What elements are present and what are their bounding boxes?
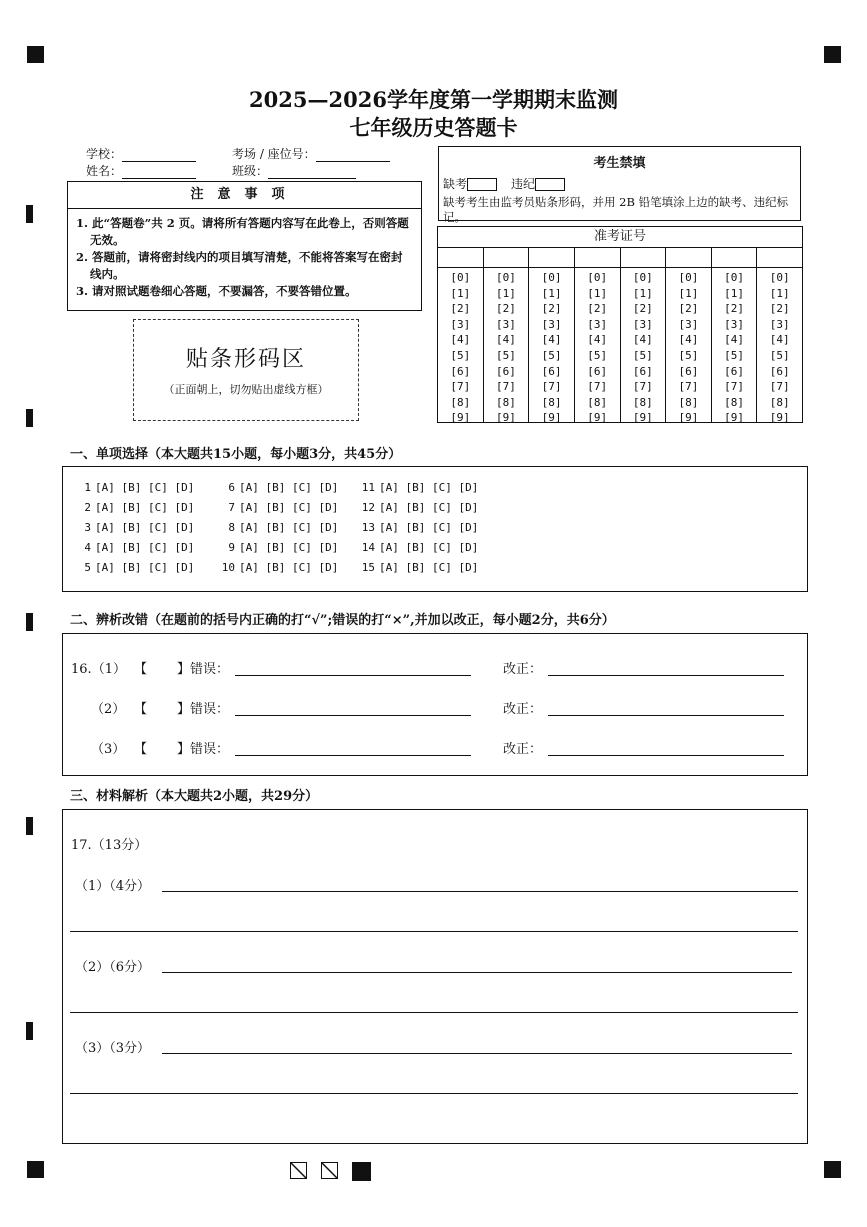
choice-options[interactable]: [A] [B] [C] [D] — [239, 521, 339, 534]
choice-question[interactable] — [361, 521, 478, 534]
exam-id-digit-bubble[interactable]: [4] — [450, 333, 471, 347]
q16-sub-label: （2） — [91, 702, 126, 717]
exam-id-digit-bubble[interactable]: [0] — [724, 271, 744, 284]
exam-id-digit-bubble[interactable]: [0] — [541, 271, 562, 284]
q16-row-2 — [91, 698, 125, 717]
exam-id-digit-bubble[interactable]: [5] — [632, 348, 653, 362]
timing-mark — [26, 409, 33, 427]
exam-id-digit-bubble[interactable]: [2] — [587, 302, 608, 316]
exam-id-digit-bubble[interactable]: [9] — [769, 411, 790, 425]
fix-answer-line[interactable] — [548, 675, 784, 676]
choice-question-number: 14 — [361, 541, 375, 554]
name-field[interactable] — [86, 162, 196, 179]
corner-mark-top-right — [824, 46, 841, 63]
bracket-open: 【 — [134, 702, 148, 717]
exam-id-digit-bubble[interactable]: [8] — [769, 395, 790, 409]
choice-question-number: 1 — [84, 481, 91, 494]
exam-id-digit-bubble[interactable]: [6] — [724, 364, 744, 378]
exam-id-digit-bubble[interactable]: [2] — [450, 302, 471, 316]
fix-label: 改正： — [503, 742, 543, 757]
error-label: 错误： — [190, 742, 230, 757]
exam-id-write-cell[interactable] — [529, 248, 574, 268]
violation-label: 违纪 — [511, 177, 536, 191]
timing-mark — [26, 817, 33, 835]
choice-options[interactable]: [A] [B] [C] [D] — [239, 481, 339, 494]
exam-id-digit-bubble[interactable]: [0] — [450, 271, 471, 284]
barcode-hint: （正面朝上，切勿贴出虚线方框） — [163, 383, 329, 396]
exam-id-column — [666, 248, 712, 423]
exam-id-digit-bubble[interactable]: [4] — [541, 333, 562, 347]
q17-answer-line[interactable] — [70, 931, 798, 932]
q16-row-1 — [71, 658, 126, 677]
exam-id-digit-bubble[interactable]: [9] — [632, 411, 653, 425]
q17-answer-line[interactable] — [162, 891, 798, 892]
q17-answer-line[interactable] — [162, 972, 792, 973]
exam-id-digit-bubble[interactable]: [7] — [724, 380, 744, 394]
exam-id-digit-bubble[interactable]: [5] — [769, 348, 790, 362]
page-subtitle: 七年级历史答题卡 — [349, 115, 518, 140]
corner-mark-bottom-right — [824, 1161, 841, 1178]
exam-id-digit-bubble[interactable]: [6] — [632, 364, 653, 378]
q16-row-3 — [91, 738, 125, 757]
exam-id-digit-bubble[interactable]: [2] — [769, 302, 790, 316]
q17-answer-line[interactable] — [70, 1093, 798, 1094]
exam-id-digit-bubble[interactable]: [0] — [678, 271, 699, 284]
examiner-marks — [443, 175, 800, 192]
exam-id-digit-bubble[interactable]: [6] — [496, 364, 516, 378]
exam-id-digit-bubble[interactable]: [0] — [587, 271, 608, 284]
choice-question-number: 6 — [228, 481, 235, 494]
exam-id-digit-bubble[interactable]: [1] — [496, 286, 516, 300]
exam-id-digit-bubble[interactable]: [3] — [587, 317, 608, 331]
exam-id-write-cell[interactable] — [712, 248, 757, 268]
exam-id-digit-bubble[interactable]: [7] — [632, 380, 653, 394]
choice-question[interactable] — [361, 481, 478, 494]
exam-id-digit-bubble[interactable]: [0] — [769, 271, 790, 284]
choice-options[interactable]: [A] [B] [C] [D] — [95, 501, 195, 514]
bracket-close: 】 — [177, 662, 191, 677]
choice-question[interactable] — [221, 561, 338, 574]
exam-id-digit-bubble[interactable]: [4] — [769, 333, 790, 347]
exam-id-digit-bubble[interactable]: [7] — [496, 380, 516, 394]
exam-id-digit-bubble[interactable]: [4] — [724, 333, 744, 347]
exam-id-digit-bubble[interactable]: [8] — [496, 395, 516, 409]
choice-question-number: 2 — [84, 501, 91, 514]
choice-question[interactable] — [361, 501, 478, 514]
choice-options[interactable]: [A] [B] [C] [D] — [239, 501, 339, 514]
exam-id-digit-bubble[interactable]: [3] — [724, 317, 744, 331]
exam-id-digit-list — [575, 268, 620, 426]
q16-bracket-3[interactable] — [134, 738, 229, 757]
q17-answer-line[interactable] — [162, 1053, 792, 1054]
choice-options[interactable]: [A] [B] [C] [D] — [379, 501, 479, 514]
exam-id-digit-bubble[interactable]: [7] — [541, 380, 562, 394]
choice-question[interactable] — [221, 501, 338, 514]
exam-id-digit-bubble[interactable]: [4] — [496, 333, 516, 347]
section1-title: 一、单项选择（本大题共15小题，每小题3分，共45分） — [70, 447, 402, 462]
school-input-line[interactable] — [122, 149, 196, 162]
exam-id-digit-bubble[interactable]: [1] — [632, 286, 653, 300]
school-label: 学校： — [86, 147, 123, 161]
absent-label: 缺考 — [443, 177, 468, 191]
section3-box — [62, 809, 808, 1144]
choice-question-number: 9 — [228, 541, 235, 554]
q17-sub-label: （3）（3分） — [75, 1041, 151, 1056]
bracket-open: 【 — [134, 662, 148, 677]
exam-id-box — [437, 226, 803, 423]
bracket-close: 】 — [177, 702, 191, 717]
notice-title: 注意事项 — [68, 182, 421, 209]
exam-id-column — [757, 248, 802, 423]
exam-id-digit-bubble[interactable]: [1] — [769, 286, 790, 300]
exam-id-digit-bubble[interactable]: [5] — [541, 348, 562, 362]
error-answer-line[interactable] — [235, 755, 471, 756]
choice-question[interactable] — [77, 501, 194, 514]
error-answer-line[interactable] — [235, 675, 471, 676]
exam-id-write-cell[interactable] — [757, 248, 802, 268]
exam-id-digit-list — [529, 268, 574, 426]
choice-question-number: 10 — [221, 561, 235, 574]
exam-id-digit-list — [712, 268, 757, 426]
exam-id-digit-bubble[interactable]: [3] — [769, 317, 790, 331]
exam-id-digit-bubble[interactable]: [8] — [632, 395, 653, 409]
name-input-line[interactable] — [122, 166, 196, 179]
page-marker-crossed-icon — [321, 1162, 338, 1179]
timing-mark — [26, 1022, 33, 1040]
q17-sub-label: （1）（4分） — [75, 879, 151, 894]
exam-id-digit-bubble[interactable]: [3] — [632, 317, 653, 331]
exam-id-digit-bubble[interactable]: [2] — [496, 302, 516, 316]
exam-id-digit-bubble[interactable]: [8] — [678, 395, 699, 409]
exam-id-digit-bubble[interactable]: [5] — [724, 348, 744, 362]
section2-title: 二、辨析改错（在题前的括号内正确的打“√”;错误的打“×”,并加以改正，每小题2分，共6分） — [70, 613, 615, 628]
class-input-line[interactable] — [268, 166, 356, 179]
barcode-title: 贴条形码区 — [185, 347, 306, 372]
school-field[interactable] — [86, 145, 196, 162]
section3-title: 三、材料解析（本大题共2小题，共29分） — [70, 789, 319, 804]
error-label: 错误： — [190, 662, 230, 677]
choice-options[interactable]: [A] [B] [C] [D] — [95, 521, 195, 534]
fix-answer-line[interactable] — [548, 755, 784, 756]
exam-id-column — [575, 248, 621, 423]
choice-options[interactable]: [A] [B] [C] [D] — [95, 481, 195, 494]
exam-id-digit-bubble[interactable]: [5] — [678, 348, 699, 362]
choice-question-number: 8 — [228, 521, 235, 534]
choice-options[interactable]: [A] [B] [C] [D] — [239, 561, 339, 574]
room-seat-input-line[interactable] — [316, 149, 390, 162]
name-label: 姓名： — [86, 164, 123, 178]
exam-id-digit-bubble[interactable]: [3] — [541, 317, 562, 331]
section1-box — [62, 466, 808, 592]
choice-question-number: 5 — [84, 561, 91, 574]
exam-id-digit-list — [757, 268, 802, 426]
choice-options[interactable]: [A] [B] [C] [D] — [379, 481, 479, 494]
timing-mark — [26, 613, 33, 631]
examiner-box — [438, 146, 801, 224]
exam-id-digit-bubble[interactable]: [4] — [678, 333, 699, 347]
barcode-area[interactable] — [133, 319, 359, 421]
notice-box — [67, 181, 422, 311]
choice-options[interactable]: [A] [B] [C] [D] — [239, 541, 339, 554]
notice-item: 2. 答题前，请将密封线内的项目填写清楚，不能将答案写在密封线内。 — [76, 250, 403, 281]
exam-id-digit-bubble[interactable]: [8] — [541, 395, 562, 409]
exam-id-digit-bubble[interactable]: [6] — [769, 364, 790, 378]
error-label: 错误： — [190, 702, 230, 717]
exam-id-digit-bubble[interactable]: [9] — [541, 411, 562, 425]
choice-options[interactable]: [A] [B] [C] [D] — [95, 561, 195, 574]
exam-id-digit-bubble[interactable]: [9] — [587, 411, 608, 425]
choice-question[interactable] — [221, 541, 338, 554]
exam-id-digit-bubble[interactable]: [5] — [450, 348, 471, 362]
choice-question-number: 15 — [361, 561, 375, 574]
choice-question-number: 12 — [361, 501, 375, 514]
examiner-title: 考生禁填 — [593, 156, 646, 171]
fix-label: 改正： — [503, 702, 543, 717]
exam-id-digit-bubble[interactable]: [5] — [496, 348, 516, 362]
fix-label: 改正： — [503, 662, 543, 677]
exam-id-digit-bubble[interactable]: [5] — [587, 348, 608, 362]
q16-bracket-1[interactable] — [134, 658, 229, 677]
exam-id-digit-bubble[interactable]: [7] — [450, 380, 471, 394]
exam-id-column — [621, 248, 667, 423]
choice-question-number: 11 — [361, 481, 375, 494]
exam-id-digit-bubble[interactable]: [1] — [450, 286, 471, 300]
exam-id-digit-bubble[interactable]: [8] — [450, 395, 471, 409]
corner-mark-top-left — [27, 46, 44, 63]
bracket-open: 【 — [134, 742, 148, 757]
exam-id-digit-bubble[interactable]: [1] — [724, 286, 744, 300]
error-answer-line[interactable] — [235, 715, 471, 716]
exam-id-column — [484, 248, 530, 423]
exam-id-digit-bubble[interactable]: [7] — [587, 380, 608, 394]
exam-id-digit-bubble[interactable]: [8] — [724, 395, 744, 409]
q16-number: 16. — [71, 662, 92, 677]
exam-id-digit-bubble[interactable]: [9] — [496, 411, 516, 425]
exam-id-digit-list — [438, 268, 483, 426]
exam-id-digit-bubble[interactable]: [2] — [724, 302, 744, 316]
exam-id-digit-bubble[interactable]: [7] — [769, 380, 790, 394]
exam-id-write-cell[interactable] — [575, 248, 620, 268]
exam-id-digit-bubble[interactable]: [4] — [587, 333, 608, 347]
exam-id-title: 准考证号 — [438, 227, 802, 248]
choice-question-number: 3 — [84, 521, 91, 534]
violation-mark-box[interactable] — [535, 178, 565, 191]
choice-question[interactable] — [77, 541, 194, 554]
exam-id-digit-bubble[interactable]: [6] — [678, 364, 699, 378]
q16-bracket-2[interactable] — [134, 698, 229, 717]
notice-item: 3. 请对照试题卷细心答题，不要漏答，不要答错位置。 — [76, 284, 357, 298]
bracket-close: 】 — [177, 742, 191, 757]
choice-options[interactable]: [A] [B] [C] [D] — [95, 541, 195, 554]
exam-id-digit-bubble[interactable]: [9] — [450, 411, 471, 425]
exam-id-digit-bubble[interactable]: [0] — [496, 271, 516, 284]
exam-id-digit-bubble[interactable]: [1] — [678, 286, 699, 300]
exam-id-digit-bubble[interactable]: [9] — [678, 411, 699, 425]
exam-id-digit-list — [666, 268, 711, 426]
section2-box — [62, 633, 808, 776]
exam-id-digit-bubble[interactable]: [6] — [450, 364, 471, 378]
q16-sub-label: （1） — [91, 662, 126, 677]
choice-question[interactable] — [361, 561, 478, 574]
exam-id-digit-bubble[interactable]: [1] — [587, 286, 608, 300]
exam-id-digit-bubble[interactable]: [6] — [587, 364, 608, 378]
choice-question[interactable] — [77, 481, 194, 494]
exam-id-digit-bubble[interactable]: [0] — [632, 271, 653, 284]
exam-id-write-cell[interactable] — [438, 248, 483, 268]
page-marker-filled-icon — [352, 1162, 371, 1181]
exam-id-digit-list — [484, 268, 529, 426]
choice-question[interactable] — [361, 541, 478, 554]
exam-id-digit-bubble[interactable]: [3] — [496, 317, 516, 331]
choice-options[interactable]: [A] [B] [C] [D] — [379, 541, 479, 554]
notice-item: 1. 此“答题卷”共 2 页。请将所有答题内容写在此卷上，否则答题无效。 — [76, 216, 409, 247]
exam-id-digit-bubble[interactable]: [1] — [541, 286, 562, 300]
q16-sub-label: （3） — [91, 742, 126, 757]
choice-question[interactable] — [221, 521, 338, 534]
class-label: 班级： — [232, 164, 269, 178]
q17-sub-label: （2）（6分） — [75, 960, 151, 975]
exam-id-write-cell[interactable] — [621, 248, 666, 268]
exam-id-digit-bubble[interactable]: [2] — [541, 302, 562, 316]
choice-question-number: 13 — [361, 521, 375, 534]
choice-question[interactable] — [221, 481, 338, 494]
choice-question[interactable] — [77, 561, 194, 574]
choice-grid — [63, 467, 807, 591]
exam-id-digit-bubble[interactable]: [6] — [541, 364, 562, 378]
fix-answer-line[interactable] — [548, 715, 784, 716]
choice-question-number: 4 — [84, 541, 91, 554]
exam-id-column — [438, 248, 484, 423]
absent-mark-box[interactable] — [467, 178, 497, 191]
class-field[interactable] — [232, 162, 356, 179]
exam-id-column — [712, 248, 758, 423]
exam-id-digit-bubble[interactable]: [4] — [632, 333, 653, 347]
room-seat-field[interactable] — [232, 145, 390, 162]
room-seat-label: 考场 / 座位号： — [232, 147, 316, 161]
exam-id-digit-bubble[interactable]: [3] — [450, 317, 471, 331]
exam-id-digit-bubble[interactable]: [2] — [678, 302, 699, 316]
exam-id-columns — [438, 248, 802, 423]
timing-mark — [26, 205, 33, 223]
notice-list — [76, 215, 413, 300]
exam-id-digit-bubble[interactable]: [3] — [678, 317, 699, 331]
choice-question[interactable] — [77, 521, 194, 534]
choice-options[interactable]: [A] [B] [C] [D] — [379, 521, 479, 534]
exam-id-write-cell[interactable] — [484, 248, 529, 268]
examiner-note: 缺考考生由监考员贴条形码，并用 2B 铅笔填涂上边的缺考、违纪标记。 — [443, 195, 789, 224]
page-title: 2025—2026学年度第一学期期末监测 — [249, 87, 618, 112]
choice-question-number: 7 — [228, 501, 235, 514]
q17-answer-line[interactable] — [70, 1012, 798, 1013]
exam-id-column — [529, 248, 575, 423]
exam-id-digit-list — [621, 268, 666, 426]
exam-id-digit-bubble[interactable]: [2] — [632, 302, 653, 316]
choice-options[interactable]: [A] [B] [C] [D] — [379, 561, 479, 574]
exam-id-write-cell[interactable] — [666, 248, 711, 268]
exam-id-digit-bubble[interactable]: [7] — [678, 380, 699, 394]
exam-id-digit-bubble[interactable]: [8] — [587, 395, 608, 409]
q17-header: 17.（13分） — [71, 838, 148, 853]
corner-mark-bottom-left — [27, 1161, 44, 1178]
page-marker-crossed-icon — [290, 1162, 307, 1179]
exam-id-digit-bubble[interactable]: [9] — [724, 411, 744, 425]
